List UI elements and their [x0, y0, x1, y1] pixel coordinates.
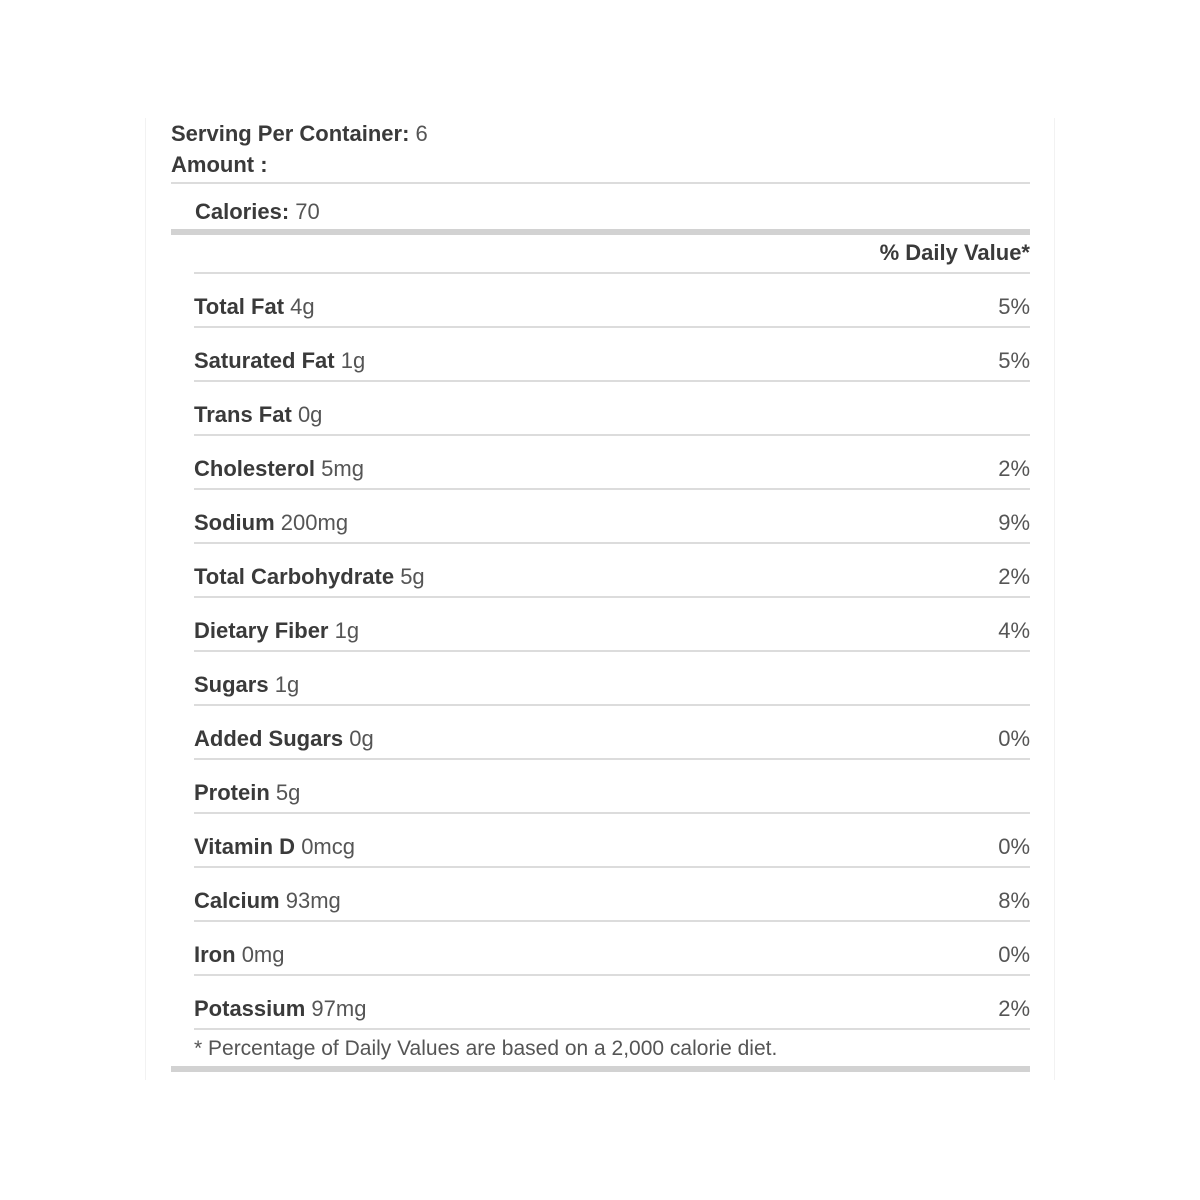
nutrient-name: Iron: [194, 942, 236, 967]
calories-row: [195, 199, 320, 225]
nutrient-amount: 4g: [290, 294, 315, 319]
nutrient-label: [194, 510, 348, 536]
nutrient-name: Total Fat: [194, 294, 285, 319]
nutrient-name: Sugars: [194, 672, 269, 697]
divider: [171, 182, 1030, 184]
nutrient-row: [194, 544, 1030, 598]
daily-value-percent: 4%: [998, 618, 1030, 643]
thick-divider-bottom: [171, 1066, 1030, 1072]
nutrient-label: [194, 888, 341, 914]
nutrient-amount: 5g: [400, 564, 425, 589]
nutrient-name: Trans Fat: [194, 402, 292, 427]
nutrient-label: [194, 294, 315, 320]
nutrient-amount: 0g: [349, 726, 374, 751]
amount-label: Amount :: [171, 152, 268, 177]
nutrient-row: [194, 436, 1030, 490]
nutrient-label: [194, 672, 299, 698]
daily-value-percent: 5%: [998, 294, 1030, 319]
nutrient-amount: 97mg: [311, 996, 367, 1021]
nutrient-row: [194, 598, 1030, 652]
daily-value-percent: 2%: [998, 996, 1030, 1021]
footnote: * Percentage of Daily Values are based on a 2,000 calorie diet.: [194, 1037, 778, 1060]
nutrient-label: [194, 996, 366, 1022]
nutrient-label: [194, 834, 355, 860]
nutrient-name: Sodium: [194, 510, 275, 535]
nutrient-label: [194, 726, 374, 752]
nutrient-name: Total Carbohydrate: [194, 564, 395, 589]
nutrient-amount: 93mg: [285, 888, 341, 913]
nutrient-name: Vitamin D: [194, 834, 296, 859]
nutrient-row: [194, 706, 1030, 760]
nutrient-amount: 1g: [340, 348, 366, 373]
nutrient-amount: 1g: [334, 618, 360, 643]
nutrient-label: [194, 456, 364, 482]
nutrient-row: [194, 328, 1030, 382]
nutrient-label: [194, 348, 365, 374]
nutrient-row: [194, 922, 1030, 976]
servings-per-container: [171, 121, 428, 147]
nutrient-name: Calcium: [194, 888, 280, 913]
serving-label: Serving Per Container:: [171, 121, 410, 146]
nutrient-label: [194, 564, 425, 590]
calories-label: Calories:: [195, 199, 290, 224]
nutrient-label: [194, 618, 359, 644]
thick-divider: [171, 229, 1030, 235]
nutrient-amount: 5g: [275, 780, 301, 805]
calories-value: 70: [295, 199, 320, 224]
daily-value-percent: 8%: [998, 888, 1030, 913]
nutrient-label: [194, 780, 300, 806]
nutrient-row: [194, 274, 1030, 328]
nutrient-row: [194, 976, 1030, 1030]
nutrient-name: Saturated Fat: [194, 348, 335, 373]
daily-value-percent: 5%: [998, 348, 1030, 373]
nutrient-name: Added Sugars: [194, 726, 344, 751]
nutrient-label: [194, 942, 284, 968]
daily-value-percent: 2%: [998, 564, 1030, 589]
nutrient-amount: 0mg: [241, 942, 285, 967]
daily-value-percent: 9%: [998, 510, 1030, 535]
nutrient-amount: 1g: [274, 672, 300, 697]
nutrient-row: [194, 760, 1030, 814]
nutrient-row: [194, 814, 1030, 868]
nutrient-row: [194, 490, 1030, 544]
daily-value-percent: 0%: [998, 726, 1030, 751]
nutrient-row: [194, 382, 1030, 436]
daily-value-percent: 2%: [998, 456, 1030, 481]
nutrient-name: Dietary Fiber: [194, 618, 329, 643]
daily-value-header: % Daily Value*: [879, 240, 1030, 265]
nutrient-name: Cholesterol: [194, 456, 316, 481]
nutrient-name: Protein: [194, 780, 270, 805]
nutrient-amount: 0mcg: [301, 834, 355, 859]
nutrient-amount: 5mg: [321, 456, 364, 481]
nutrient-row: [194, 868, 1030, 922]
nutrient-name: Potassium: [194, 996, 306, 1021]
daily-value-percent: 0%: [998, 834, 1030, 859]
serving-value: 6: [415, 121, 428, 146]
nutrient-row: [194, 652, 1030, 706]
nutrient-label: [194, 402, 322, 428]
nutrient-amount: 0g: [297, 402, 323, 427]
daily-value-percent: 0%: [998, 942, 1030, 967]
nutrient-amount: 200mg: [280, 510, 349, 535]
